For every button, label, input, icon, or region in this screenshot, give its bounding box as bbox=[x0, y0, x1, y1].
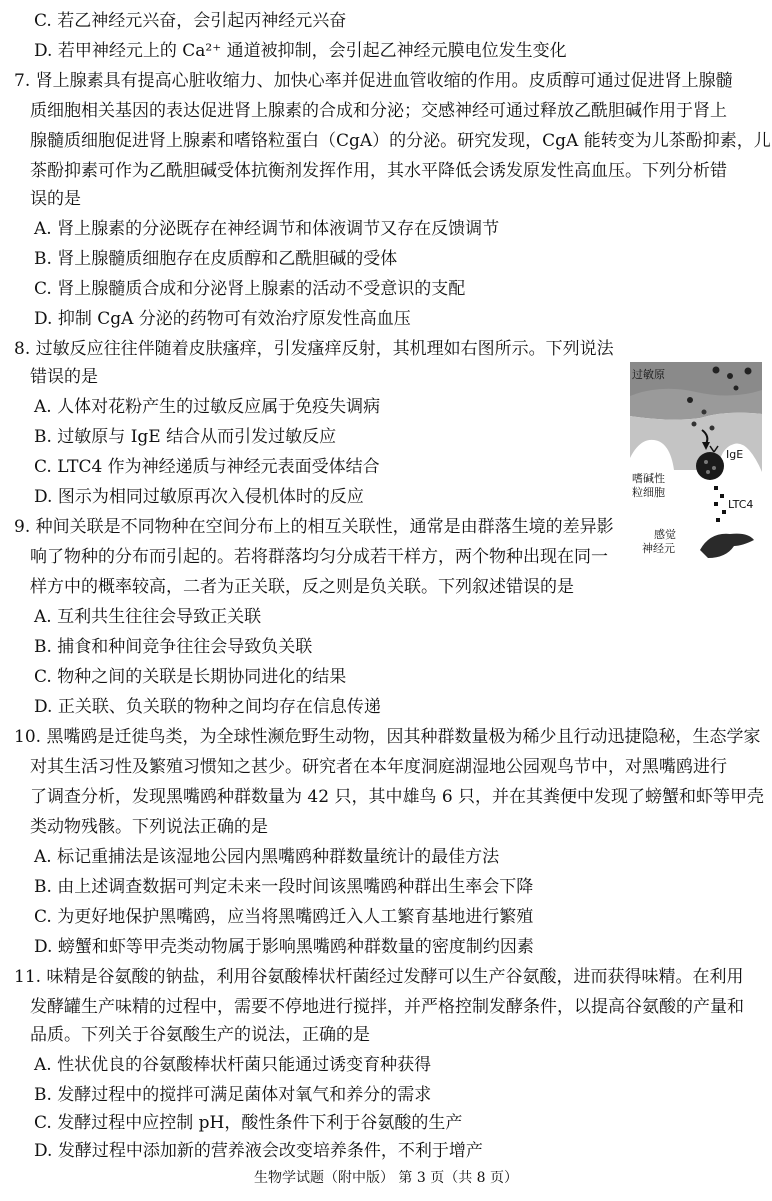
q11-option-a: A. 性状优良的谷氨酸棒状杆菌只能通过诱变育种获得 bbox=[34, 1055, 432, 1075]
q10-stem-line-3: 了调查分析，发现黑嘴鸥种群数量为 42 只，其中雄鸟 6 只，并在其粪便中发现了螃蟹和虾等甲壳 bbox=[30, 787, 765, 807]
q7-option-b: B. 肾上腺髓质细胞存在皮质醇和乙酰胆碱的受体 bbox=[34, 249, 398, 269]
q7-stem-line-3: 腺髓质细胞促进肾上腺素和嗜铬粒蛋白（CgA）的分泌。研究发现，CgA 能转变为儿茶酚抑素，儿 bbox=[30, 131, 771, 151]
cell-granule bbox=[704, 460, 708, 464]
allergen-particle bbox=[710, 426, 715, 431]
q10-option-c: C. 为更好地保护黑嘴鸥，应当将黑嘴鸥迁入人工繁育基地进行繁殖 bbox=[34, 907, 534, 927]
allergen-label: 过敏原 bbox=[632, 368, 665, 381]
q7-stem-line-2: 质细胞相关基因的表达促进肾上腺素的合成和分泌；交感神经可通过释放乙酰胆碱作用于肾上 bbox=[30, 101, 727, 121]
q10-option-b: B. 由上述调查数据可判定未来一段时间该黑嘴鸥种群出生率会下降 bbox=[34, 877, 534, 897]
basophil-label-line-1: 嗜碱性 bbox=[632, 472, 665, 485]
q11-stem-line-3: 品质。下列关于谷氨酸生产的说法，正确的是 bbox=[30, 1025, 370, 1045]
q11-stem-line-1: 11. 味精是谷氨酸的钠盐，利用谷氨酸棒状杆菌经过发酵可以生产谷氨酸，进而获得味精。在利用 bbox=[14, 967, 744, 987]
page-footer: 生物学试题（附中版） 第 3 页（共 8 页） bbox=[253, 1170, 519, 1186]
q10-stem-line-4: 类动物残骸。下列说法正确的是 bbox=[30, 817, 268, 837]
q7-stem-line-1: 7. 肾上腺素具有提高心脏收缩力、加快心率并促进血管收缩的作用。皮质醇可通过促进肾上腺髓 bbox=[14, 71, 733, 91]
q8-option-d: D. 图示为相同过敏原再次入侵机体时的反应 bbox=[34, 487, 364, 507]
q9-stem-line-3: 样方中的概率较高，二者为正关联，反之则是负关联。下列叙述错误的是 bbox=[30, 577, 574, 597]
neuron-label-line-1: 感觉 bbox=[654, 528, 676, 541]
q9-option-b: B. 捕食和种间竞争往往会导致负关联 bbox=[34, 637, 313, 657]
allergen-particle bbox=[713, 367, 720, 374]
ltc4-particle bbox=[720, 494, 724, 498]
ltc4-particle bbox=[714, 502, 718, 506]
q7-option-a: A. 肾上腺素的分泌既存在神经调节和体液调节又存在反馈调节 bbox=[34, 219, 500, 239]
q10-stem-line-2: 对其生活习性及繁殖习惯知之甚少。研究者在本年度洞庭湖湿地公园观鸟节中，对黑嘴鸥进行 bbox=[30, 757, 727, 777]
basophil-label-line-2: 粒细胞 bbox=[632, 486, 665, 499]
q11-option-c: C. 发酵过程中应控制 pH，酸性条件下利于谷氨酸的生产 bbox=[34, 1113, 463, 1133]
q9-option-a: A. 互利共生往往会导致正关联 bbox=[34, 607, 262, 627]
allergen-particle bbox=[727, 373, 733, 379]
allergen-particle bbox=[692, 422, 697, 427]
q9-option-c: C. 物种之间的关联是长期协同进化的结果 bbox=[34, 667, 347, 687]
q10-option-a: A. 标记重捕法是该湿地公园内黑嘴鸥种群数量统计的最佳方法 bbox=[34, 847, 500, 867]
q7-stem-line-4: 茶酚抑素可作为乙酰胆碱受体抗衡剂发挥作用，其水平降低会诱发原发性高血压。下列分析错 bbox=[30, 161, 727, 181]
q7-option-d: D. 抑制 CgA 分泌的药物可有效治疗原发性高血压 bbox=[34, 309, 411, 329]
q7-stem-line-5: 误的是 bbox=[30, 189, 81, 209]
q7-option-c: C. 肾上腺髓质合成和分泌肾上腺素的活动不受意识的支配 bbox=[34, 279, 466, 299]
cell-granule bbox=[712, 466, 716, 470]
q6-option-c: C. 若乙神经元兴奋，会引起丙神经元兴奋 bbox=[34, 11, 347, 31]
q11-option-b: B. 发酵过程中的搅拌可满足菌体对氧气和养分的需求 bbox=[34, 1085, 432, 1105]
q6-option-d: D. 若甲神经元上的 Ca²⁺ 通道被抑制，会引起乙神经元膜电位发生变化 bbox=[34, 41, 567, 61]
q8-option-b: B. 过敏原与 IgE 结合从而引发过敏反应 bbox=[34, 427, 337, 447]
q8-stem-line-1: 8. 过敏反应往往伴随着皮肤瘙痒，引发瘙痒反射，其机理如右图所示。下列说法 bbox=[14, 339, 614, 359]
q11-option-d: D. 发酵过程中添加新的营养液会改变培养条件，不利于增产 bbox=[34, 1141, 483, 1161]
neuron-label-line-2: 神经元 bbox=[642, 542, 675, 555]
ige-label: IgE bbox=[726, 448, 744, 461]
allergy-mechanism-figure bbox=[630, 362, 762, 562]
q9-option-d: D. 正关联、负关联的物种之间均存在信息传递 bbox=[34, 697, 381, 717]
ltc4-label: LTC4 bbox=[728, 498, 754, 511]
basophil-cell bbox=[696, 452, 724, 480]
ltc4-particle bbox=[716, 518, 720, 522]
q8-option-c: C. LTC4 作为神经递质与神经元表面受体结合 bbox=[34, 457, 380, 477]
ltc4-particle bbox=[714, 486, 718, 490]
q8-option-a: A. 人体对花粉产生的过敏反应属于免疫失调病 bbox=[34, 397, 381, 417]
q9-stem-line-2: 响了物种的分布而引起的。若将群落均匀分成若干样方，两个物种出现在同一 bbox=[30, 547, 608, 567]
allergen-particle bbox=[687, 397, 693, 403]
q10-stem-line-1: 10. 黑嘴鸥是迁徙鸟类，为全球性濒危野生动物，因其种群数量极为稀少且行动迅捷隐秘，生态学家 bbox=[14, 727, 761, 747]
ltc4-particle bbox=[722, 510, 726, 514]
q8-stem-line-2: 错误的是 bbox=[30, 367, 98, 387]
q10-option-d: D. 螃蟹和虾等甲壳类动物属于影响黑嘴鸥种群数量的密度制约因素 bbox=[34, 937, 534, 957]
allergen-particle bbox=[702, 410, 707, 415]
q11-stem-line-2: 发酵罐生产味精的过程中，需要不停地进行搅拌，并严格控制发酵条件，以提高谷氨酸的产量和 bbox=[30, 997, 744, 1017]
allergen-particle bbox=[745, 368, 752, 375]
q9-stem-line-1: 9. 种间关联是不同物种在空间分布上的相互关联性，通常是由群落生境的差异影 bbox=[14, 517, 614, 537]
cell-granule bbox=[706, 470, 710, 474]
allergen-particle bbox=[734, 386, 739, 391]
